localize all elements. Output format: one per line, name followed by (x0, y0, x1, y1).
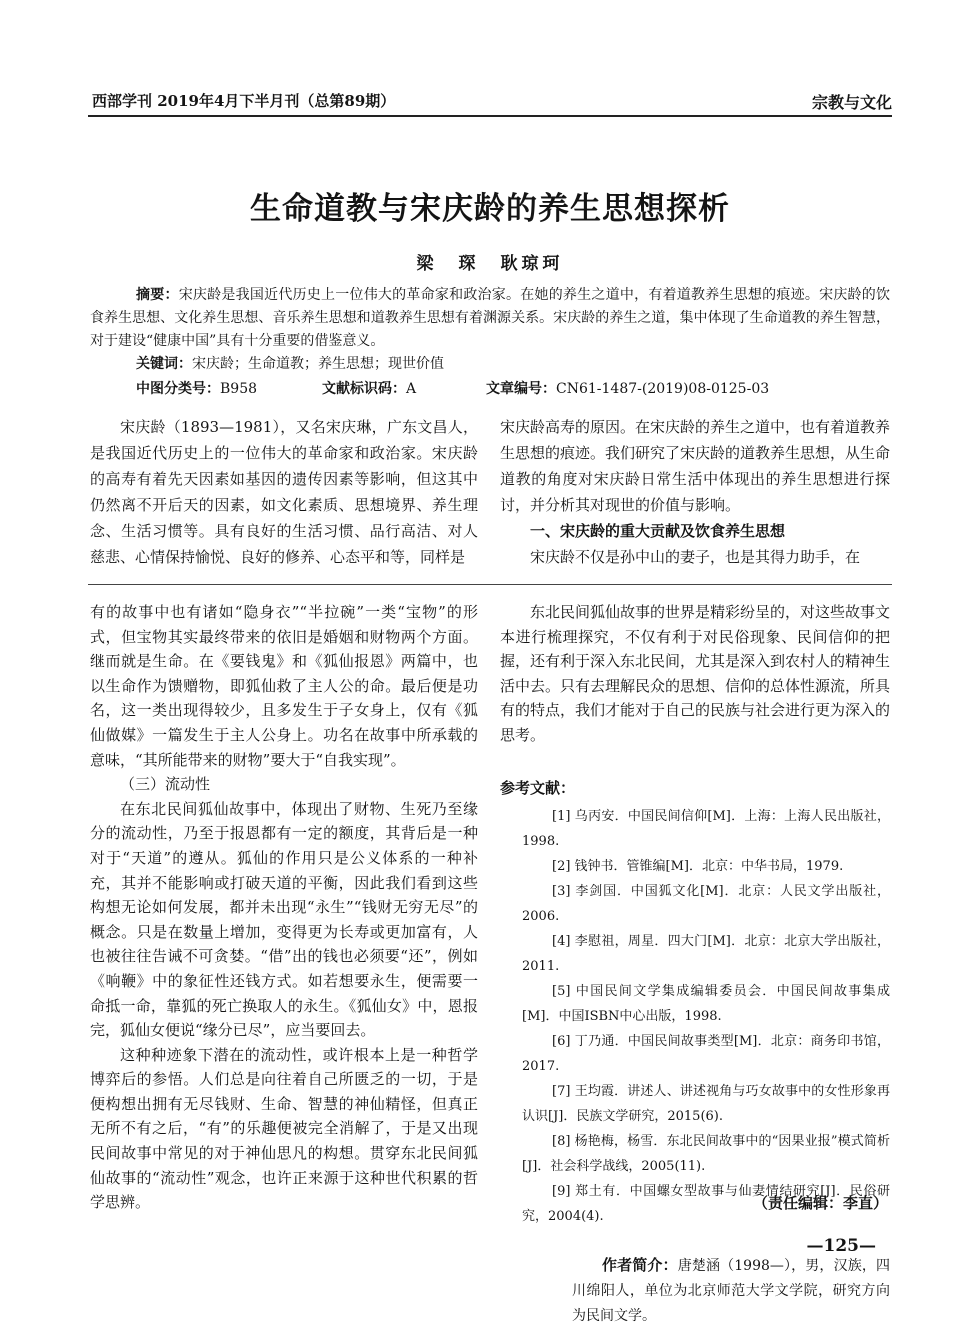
section-paragraph: 宋庆龄不仅是孙中山的妻子，也是其得力助手，在 (530, 548, 861, 566)
body-paragraph: 有的故事中也有诸如“隐身衣”“半拉碗”一类“宝物”的形式，但宝物其实最终带来的依旧是婚姻和财物两个方面。继而就是生命。在《要钱鬼》和《狐仙报恩》两篇中，也以生命作为馈赠物，即狐仙救了主人公的命。最后便是功名，这一类出现得较少，且多发生于子女身上，仅有《狐仙做媒》一篇发生于主人公身上。功名在故事中所承载的意味，“其所能带来的财物”要大于“自我实现”。 (90, 603, 478, 769)
keywords-text: 宋庆龄；生命道教；养生思想；现世价值 (192, 356, 444, 372)
reference-item: [8] 杨艳梅，杨雪．东北民间故事中的“因果业报”模式简析[J]．社会科学战线，2005(11). (522, 1134, 890, 1175)
responsible-editor: （责任编辑：李直） (752, 1194, 888, 1212)
section-header: 宗教与文化 (811, 93, 892, 112)
section-heading: 一、宋庆龄的重大贡献及饮食养生思想 (530, 522, 786, 540)
abstract-label: 摘要： (136, 287, 179, 303)
reference-item: [1] 乌丙安．中国民间信仰[M]．上海：上海人民出版社，1998. (522, 809, 890, 850)
references-heading: 参考文献： (500, 778, 576, 797)
body-paragraph: 这种种迹象下潜在的流动性，或许根本上是一种哲学博弈后的参悟。人们总是向往着自己所匮乏的一切，于是便构想出拥有无尽钱财、生命、智慧的神仙精怪，但真正无所不有之后，“有”的乐趣便被完全消解了，于是又出现民间故事中常见的对于神仙思凡的构想。贯穿东北民间狐仙故事的“流动性”观念，也许正来源于这种世代积累的哲学思辨。 (90, 1045, 478, 1212)
intro-paragraph-cont: 宋庆龄高寿的原因。在宋庆龄的养生之道中，也有着道教养生思想的痕迹。我们研究了宋庆龄的道教养生思想，从生命道教的角度对宋庆龄日常生活中体现出的养生思想进行探讨，并分析其对现世的价值与影响。 (500, 418, 891, 514)
journal-header: 西部学刊 2019年4月下半月刊（总第89期） (92, 92, 396, 110)
subsection-heading: （三）流动性 (120, 775, 211, 794)
clc-number (136, 378, 257, 398)
document-code (322, 378, 416, 398)
body-paragraph: 东北民间狐仙故事的世界是精彩纷呈的，对这些故事文本进行梳理探究，不仅有利于对民俗现象、民间信仰的把握，还有利于深入东北民间，尤其是深入到农村人的精神生活中去。只有去理解民众的思想、信仰的总体性源流，所具有的特点，我们才能对于自己的民族与社会进行更为深入的思考。 (500, 603, 891, 744)
article-divider (88, 584, 892, 585)
intro-left-column (90, 414, 478, 570)
article-no-label: 文章编号： (486, 381, 556, 397)
prev-left-column (90, 600, 478, 1215)
keywords-label: 关键词： (136, 356, 192, 372)
body-paragraph: 在东北民间狐仙故事中，体现出了财物、生死乃至缘分的流动性，乃至于报恩都有一定的额度，其背后是一种对于“天道”的遵从。狐仙的作用只是公义体系的一种补充，其并不能影响或打破天道的平衡，因此我们看到这些构想无论如何发展，都并未出现“永生”“钱财无穷无尽”的概念。只是在数量上增加，变得更为长寿或更加富有，人也被往往告诫不可贪婪。“借”出的钱也必须要“还”，例如《响鞭》中的象征性还钱方式。如若想要永生，便需要一命抵一命，靠狐的死亡换取人的永生。《狐仙女》中，恩报完，狐仙女便说“缘分已尽”，应当要回去。 (90, 799, 478, 1040)
article-title: 生命道教与宋庆龄的养生思想探析 (250, 191, 730, 227)
prev-right-column (500, 600, 890, 1329)
reference-item: [2] 钱钟书．管锥编[M]．北京：中华书局，1979. (552, 859, 844, 875)
reference-item: [7] 王均霞．讲述人、讲述视角与巧女故事中的女性形象再认识[J]．民族文学研究，2015(6). (522, 1084, 890, 1125)
reference-item: [6] 丁乃通．中国民间故事类型[M]．北京：商务印书馆，2017. (522, 1034, 890, 1075)
article-no-value: CN61-1487-(2019)08-0125-03 (556, 381, 770, 397)
doc-code-label: 文献标识码： (322, 381, 406, 397)
clc-value: B958 (220, 381, 258, 397)
page-number: —125— (806, 1236, 876, 1256)
bio-text: 唐楚涵（1998—），男，汉族，四川绵阳人，单位为北京师范大学文学院，研究方向为民间文学。 (572, 1258, 890, 1325)
abstract-text: 宋庆龄是我国近代历史上一位伟大的革命家和政治家。在她的养生之道中，有着道教养生思想的痕迹。宋庆龄的饮食养生思想、文化养生思想、音乐养生思想和道教养生思想有着渊源关系。宋庆龄的养生之道，集中体现了生命道教的养生智慧，对于建设“健康中国”具有十分重要的借鉴意义。 (90, 287, 891, 349)
header-rule (88, 115, 892, 117)
keywords (136, 353, 444, 373)
intro-paragraph: 宋庆龄（1893—1981），又名宋庆琳，广东文昌人，是我国近代历史上的一位伟大的革命家和政治家。宋庆龄的高寿有着先天因素如基因的遗传因素等影响，但这其中仍然离不开后天的因素，如文化素质、思想境界、养生理念、生活习惯等。具有良好的生活习惯、品行高洁、对人慈悲、心情保持愉悦、良好的修养、心态平和等，同样是 (90, 418, 478, 566)
article-authors: 梁 琛 耿琼珂 (416, 254, 564, 274)
reference-item: [9] 郑土有．中国螺女型故事与仙妻情结研究[J]．民俗研究，2004(4). (522, 1184, 890, 1225)
reference-item: [5] 中国民间文学集成编辑委员会．中国民间故事集成[M]．中国ISBN中心出版，1998. (522, 984, 890, 1025)
reference-item: [4] 李慰祖，周星．四大门[M]．北京：北京大学出版社，2011. (522, 934, 890, 975)
reference-item: [3] 李剑国．中国狐文化[M]．北京：人民文学出版社，2006. (522, 884, 890, 925)
article-number (486, 378, 769, 398)
bio-label: 作者简介： (602, 1256, 678, 1275)
intro-right-column (500, 414, 890, 570)
author-bio (500, 1253, 890, 1329)
clc-label: 中图分类号： (136, 381, 220, 397)
abstract (90, 284, 890, 353)
reference-list (500, 804, 890, 1229)
doc-code-value: A (406, 381, 417, 397)
